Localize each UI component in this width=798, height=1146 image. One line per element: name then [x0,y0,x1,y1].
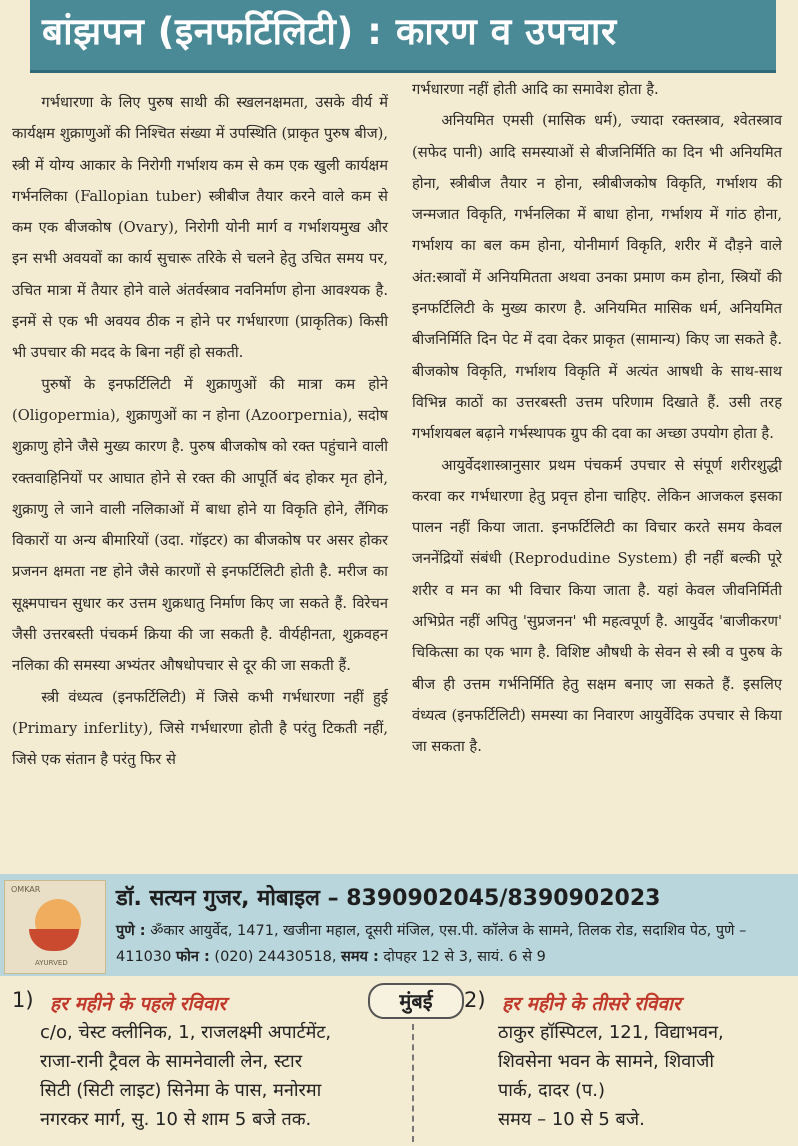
paragraph: अनियमित एमसी (मासिक धर्म), ज्यादा रक्तस्त्राव, श्वेतस्त्राव (सफेद पानी) आदि समस्याओं से बीजनिर्मिति का दिन भी अनियमित होना, स्त्रीबीज तैयार न होना, स्त्रीबीजकोष विकृति, गर्भाशय की जन्मजात विकृति, गर्भनलिका में बाधा होना, गर्भाशय में गांठ होना, गर्भाशय का बल कम होना, योनीमार्ग विकृति, शरीर में दौड़ने वाले अंत:स्त्रावों में अनियमितता अथवा उनका प्रमाण कम होना, स्त्रियों की इनफर्टिलिटी के मुख्य कारण है. अनियमित मासिक धर्म, अनियमित बीजनिर्मिति दिन पेट में दवा देकर प्राकृत (सामान्य) किए जा सकते है. बीजकोष विकृति, गर्भाशय विकृति में अत्यंत आषधी के साथ-साथ विभिन्न काठों का उत्तरबस्ती उत्तम परिणाम दिखाते हैं. उसी तरह गर्भाशयबल बढ़ाने गर्भस्थापक ग्रुप की दवा का अच्छा उपयोग होता है. [412,112,782,443]
address-line: c/o, चेस्ट क्लीनिक, 1, राजलक्ष्मी अपार्टमेंट, [40,1022,332,1043]
column-divider [412,1024,414,1142]
paragraph: आयुर्वेदशास्त्रानुसार प्रथम पंचकर्म उपचार से संपूर्ण शरीरशुद्धी करवा कर गर्भधारणा हेतु प्रवृत्त होना चाहिए. लेकिन आजकल इसका पालन नहीं किया जाता. इनफर्टिलिटी का विचार करते समय केवल जननेंद्रियों संबंधी (Reprodudine System) ही नहीं बल्की पूरे शरीर व मन का भी विचार किया जाता है. यहां केवल जीवनिर्मिती अभिप्रेत नहीं अपितु 'सुप्रजनन' भी महत्वपूर्ण है. आयुर्वेद 'बाजीकरण' चिकित्सा का एक भाग है. विशिष्ट औषधी के सेवन से स्त्री व पुरुष के बीज ही उत्तम गर्भनिर्मिति हेतु सक्षम बनाए जा सकते हैं. इसलिए वंध्यत्व (इनफर्टिलिटी) समस्या का निवारण आयुर्वेदिक उपचार से किया जा सकता है. [412,456,782,756]
clinic-2-schedule: हर महीने के तीसरे रविवार [502,993,681,1015]
headline-banner [30,0,776,73]
phone-number: (020) 24430518, [214,949,337,965]
mumbai-clinics [0,980,798,1146]
clinic-2-address [498,1018,788,1134]
clinic-1-schedule: हर महीने के पहले रविवार [50,993,227,1015]
phone-label: फोन : [175,949,210,965]
pune-address-block [116,918,786,970]
paragraph: गर्भधारणा के लिए पुरुष साथी की स्खलनक्षमता, उसके वीर्य में कार्यक्षम शुक्राणुओं की निश्चित संख्या में उपस्थिति (प्राकृत पुरुष बीज), स्त्री में योग्य आकार के निरोगी गर्भाशय कम से कम एक खुली कार्यक्षम गर्भनलिका (Fallopian tuber) स्त्रीबीज तैयार करने वाले कम से कम एक बीजकोष (Ovary), निरोगी योनी मार्ग व गर्भाशयमुख और इन सभी अवयवों का कार्य सुचारू तरिके से चलने हेतु उचित समय पर, उचित मात्रा में तैयार होने वाले अंतर्वस्त्राव नवनिर्माण होना आवश्यक है. इनमें से एक भी अवयव ठीक न होने पर गर्भधारणा (प्राकृतिक) किसी भी उपचार की मदद के बिना नहीं हो सकती. [12,94,388,362]
address-line: नगरकर मार्ग, सु. 10 से शाम 5 बजे तक. [40,1109,312,1130]
contact-box [0,874,798,976]
address-line: समय – 10 से 5 बजे. [498,1109,645,1130]
bowl-icon [29,929,79,951]
article-left-column [12,87,388,776]
pune-label: पुणे : [116,923,146,939]
address-line: शिवसेना भवन के सामने, शिवाजी [498,1051,714,1072]
address-line: राजा-रानी ट्रैवल के सामनेवाली लेन, स्टार [40,1051,303,1072]
paragraph: स्त्री वंध्यत्व (इनफर्टिलिटी) में जिसे कभी गर्भधारणा नहीं हुई (Primary inferlity), जिसे गर्भधारणा होती है परंतु टिकती नहीं, जिसे एक संतान है परंतु फिर से [12,688,388,769]
clinic-2-number: 2) [464,988,486,1012]
page-title: बांझपन (इनफर्टिलिटी) : कारण व उपचार [42,10,617,53]
logo-text: AYURVED [35,959,68,967]
article-right-column [412,74,782,763]
time-label: समय : [341,949,379,965]
clinic-1-number: 1) [12,988,34,1012]
address-line: सिटी (सिटी लाइट) सिनेमा के पास, मनोरमा [40,1080,322,1101]
paragraph: गर्भधारणा नहीं होती आदि का समावेश होता है. [412,81,659,98]
pune-address: ॐकार आयुर्वेद, 1471, खजीना महाल, दूसरी मंजिल, एस.पी. कॉलेज के सामने, तिलक रोड, सदाशिव पेठ, पुणे – 411030 [116,923,747,965]
address-line: पार्क, दादर (प.) [498,1080,606,1101]
clinic-time: दोपहर 12 से 3, सायं. 6 से 9 [383,949,546,965]
ayurveda-bowl-logo-icon [4,880,106,974]
clinic-1-address [40,1018,408,1134]
doctor-line: डॉ. सत्यन गुजर, मोबाइल – 8390902045/8390902023 [116,886,661,911]
logo-vertical-text: OMKAR [11,885,41,894]
address-line: ठाकुर हॉस्पिटल, 121, विद्याभवन, [498,1022,724,1043]
paragraph: पुरुषों के इनफर्टिलिटी में शुक्राणुओं की मात्रा कम होने (Oligopermia), शुक्राणुओं का न होना (Azoorpernia), सदोष शुक्राणु होने जैसे मुख्य कारण है. पुरुष बीजकोष को रक्त पहुंचाने वाली रक्तवाहिनियों पर आघात होने से रक्त की आपूर्ति बंद होकर मृत होने, शुक्राणु ले जाने वाली नलिकाओं में बाधा होने या विकृति होने, लैंगिक विकारों या अन्य बीमारियों (उदा. गॉइटर) का बीजकोष पर असर होकर प्रजनन क्षमता नष्ट होने जैसे कारणों से इनफर्टिलिटी होती है. मरीज का सूक्ष्मपाचन सुधार कर उत्तम शुक्रधातु निर्माण किए जा सकते हैं. विरेचन जैसी उत्तरबस्ती पंचकर्म क्रिया की जा सकती है. वीर्यहीनता, शुक्रवहन नलिका की समस्या अभ्यंतर औषधोपचार से दूर की जा सकती हैं. [12,375,388,675]
city-badge: मुंबई [368,983,464,1019]
